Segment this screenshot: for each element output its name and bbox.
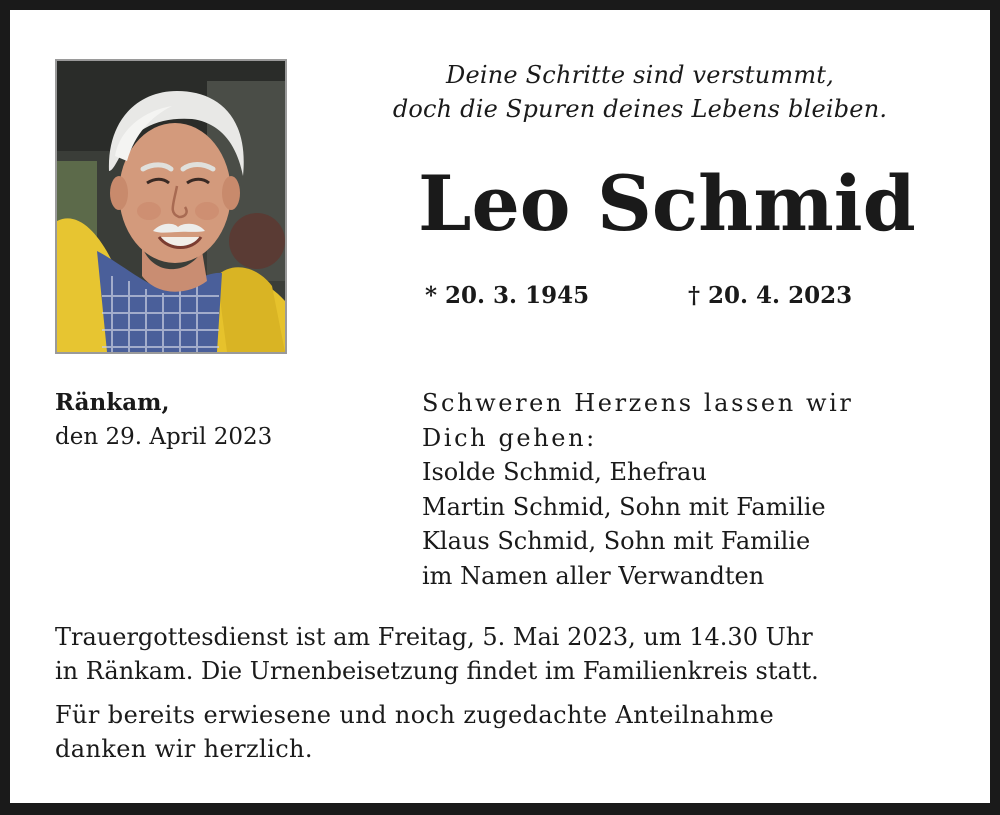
thanks-line: Für bereits erwiesene und noch zugedachte Anteilnahme	[55, 701, 775, 729]
birth-date: * 20. 3. 1945	[425, 282, 590, 309]
motto-line: doch die Spuren deines Lebens bleiben.	[392, 95, 888, 123]
service-info	[55, 620, 955, 688]
deceased-name: Leo Schmid	[418, 159, 916, 248]
place-name: Ränkam,	[55, 389, 170, 416]
thanks-line: danken wir herzlich.	[55, 735, 313, 763]
motto-line: Deine Schritte sind verstummt,	[446, 61, 834, 89]
motto-verse	[360, 58, 920, 126]
mourner-name: Isolde Schmid, Ehefrau	[422, 458, 707, 486]
death-date: † 20. 4. 2023	[688, 282, 853, 309]
mourner-name: Klaus Schmid, Sohn mit Familie	[422, 527, 811, 555]
service-line: in Ränkam. Die Urnenbeisetzung findet im Familienkreis statt.	[55, 657, 819, 685]
service-line: Trauergottesdienst ist am Freitag, 5. Mai 2023, um 14.30 Uhr	[55, 623, 813, 651]
mourner-name: Martin Schmid, Sohn mit Familie	[422, 492, 826, 521]
mourners-intro: Dich gehen:	[422, 423, 597, 452]
notice-date: den 29. April 2023	[55, 424, 273, 450]
mourners-intro: Schweren Herzens lassen wir	[422, 389, 854, 417]
thanks-note	[55, 698, 955, 766]
portrait-photo	[55, 59, 287, 354]
mourner-name: im Namen aller Verwandten	[422, 561, 765, 590]
mourners-block	[422, 386, 952, 593]
place-and-date	[55, 386, 272, 454]
